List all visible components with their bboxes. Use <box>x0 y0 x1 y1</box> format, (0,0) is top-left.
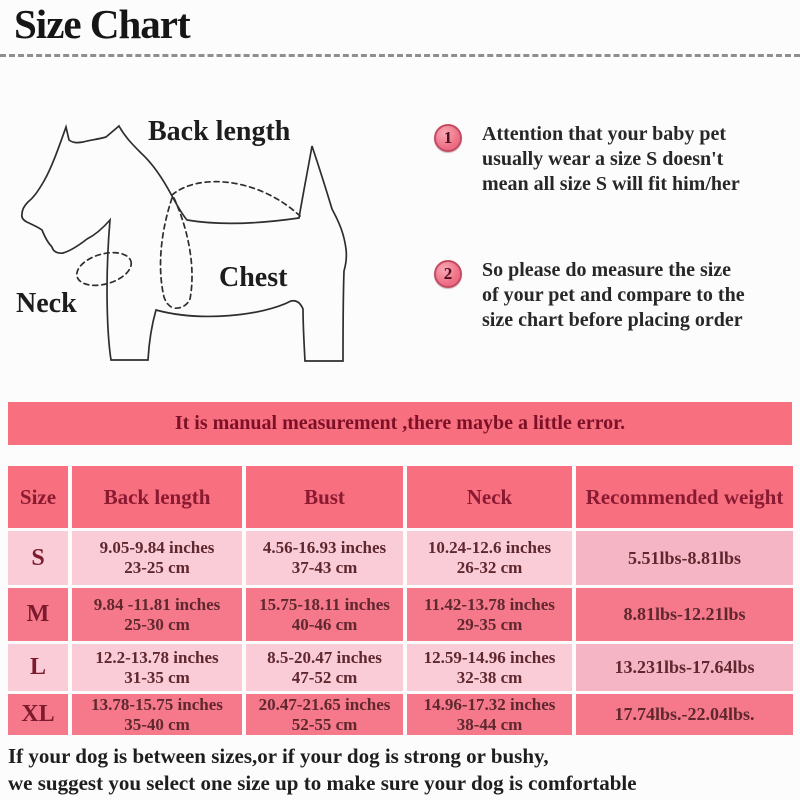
row-l-back-cm: 31-35 cm <box>124 667 190 687</box>
row-s-size: S <box>8 531 68 585</box>
row-s-back-cm: 23-25 cm <box>124 558 190 577</box>
row-xl-back-inches: 13.78-15.75 inches <box>91 694 223 714</box>
row-m-neck-inches: 11.42-13.78 inches <box>424 594 555 614</box>
row-l-back-inches: 12.2-13.78 inches <box>95 647 219 667</box>
row-m-neck-cm: 29-35 cm <box>456 614 523 634</box>
row-l-neck-inches: 12.59-14.96 inches <box>423 647 556 667</box>
note-1 <box>434 122 800 197</box>
note-2-number-badge: 2 <box>434 260 462 288</box>
row-xl-back-length <box>72 694 242 735</box>
note-1-line-3: mean all size S will fit him/her <box>482 173 740 195</box>
sizing-advice-line-2: we suggest you select one size up to make sure your dog is comfortable <box>8 771 637 795</box>
row-s-back-inches: 9.05-9.84 inches <box>99 538 215 557</box>
back-length-label: Back length <box>148 116 291 147</box>
row-m-size: M <box>8 588 68 641</box>
note-2-line-1: So please do measure the size <box>482 259 732 281</box>
row-m-bust-cm: 40-46 cm <box>291 614 358 634</box>
row-l-weight: 13.231lbs-17.64lbs <box>576 644 793 691</box>
row-m-back-inches: 9.84 -11.81 inches <box>93 594 221 614</box>
row-m-bust <box>246 588 403 641</box>
measurement-disclaimer-banner: It is manual measurement ,there maybe a little error. <box>8 402 792 445</box>
row-xl-neck-inches: 14.96-17.32 inches <box>423 694 556 714</box>
sizing-advice-line-1: If your dog is between sizes,or if your dog is strong or bushy, <box>8 744 549 768</box>
note-1-text <box>482 122 800 197</box>
size-table <box>8 466 793 735</box>
row-xl-neck <box>407 694 572 735</box>
row-m-neck <box>407 588 572 641</box>
row-s-neck-inches: 10.24-12.6 inches <box>427 538 552 557</box>
chest-label: Chest <box>219 262 288 293</box>
row-s-bust <box>246 531 403 585</box>
sizing-advice-text <box>8 743 637 797</box>
chest-measure-line-inner <box>161 198 173 308</box>
note-1-number-badge: 1 <box>434 124 462 152</box>
row-s-neck-cm: 26-32 cm <box>456 558 523 577</box>
header-bust: Bust <box>246 466 403 528</box>
row-m-weight: 8.81lbs-12.21lbs <box>576 588 793 641</box>
row-s-back-length <box>72 531 242 585</box>
row-xl-back-cm: 35-40 cm <box>124 714 190 734</box>
row-l-size: L <box>8 644 68 691</box>
note-1-line-1: Attention that your baby pet <box>482 123 727 145</box>
row-l-bust-inches: 8.5-20.47 inches <box>267 647 382 667</box>
row-l-bust <box>246 644 403 691</box>
row-s-neck <box>407 531 572 585</box>
row-m-back-cm: 25-30 cm <box>124 614 190 634</box>
neck-label: Neck <box>16 288 77 319</box>
header-neck: Neck <box>407 466 572 528</box>
row-s-weight: 5.51lbs-8.81lbs <box>576 531 793 585</box>
row-l-bust-cm: 47-52 cm <box>291 667 358 687</box>
row-xl-bust <box>246 694 403 735</box>
note-2-line-3: size chart before placing order <box>482 309 743 331</box>
back-length-measure-line <box>172 182 300 216</box>
row-l-neck <box>407 644 572 691</box>
row-m-back-length <box>72 588 242 641</box>
row-xl-weight: 17.74lbs.-22.04lbs. <box>576 694 793 735</box>
row-xl-bust-inches: 20.47-21.65 inches <box>258 694 391 714</box>
row-m-bust-inches: 15.75-18.11 inches <box>259 594 390 614</box>
dashed-divider <box>0 54 800 57</box>
dog-body-outline <box>22 126 347 361</box>
note-2-line-2: of your pet and compare to the <box>482 284 745 306</box>
row-xl-size: XL <box>8 694 68 735</box>
header-back-length: Back length <box>72 466 242 528</box>
row-s-bust-cm: 37-43 cm <box>291 558 358 577</box>
row-xl-neck-cm: 38-44 cm <box>456 714 523 734</box>
header-size: Size <box>8 466 68 528</box>
note-2 <box>434 258 800 333</box>
row-l-neck-cm: 32-38 cm <box>456 667 523 687</box>
row-xl-bust-cm: 52-55 cm <box>291 714 358 734</box>
page-title: Size Chart <box>14 1 190 47</box>
header-recommended-weight: Recommended weight <box>576 466 793 528</box>
note-2-text <box>482 258 800 333</box>
neck-measure-line <box>73 247 135 291</box>
row-l-back-length <box>72 644 242 691</box>
row-s-bust-inches: 4.56-16.93 inches <box>262 538 387 557</box>
note-1-line-2: usually wear a size S doesn't <box>482 148 724 170</box>
